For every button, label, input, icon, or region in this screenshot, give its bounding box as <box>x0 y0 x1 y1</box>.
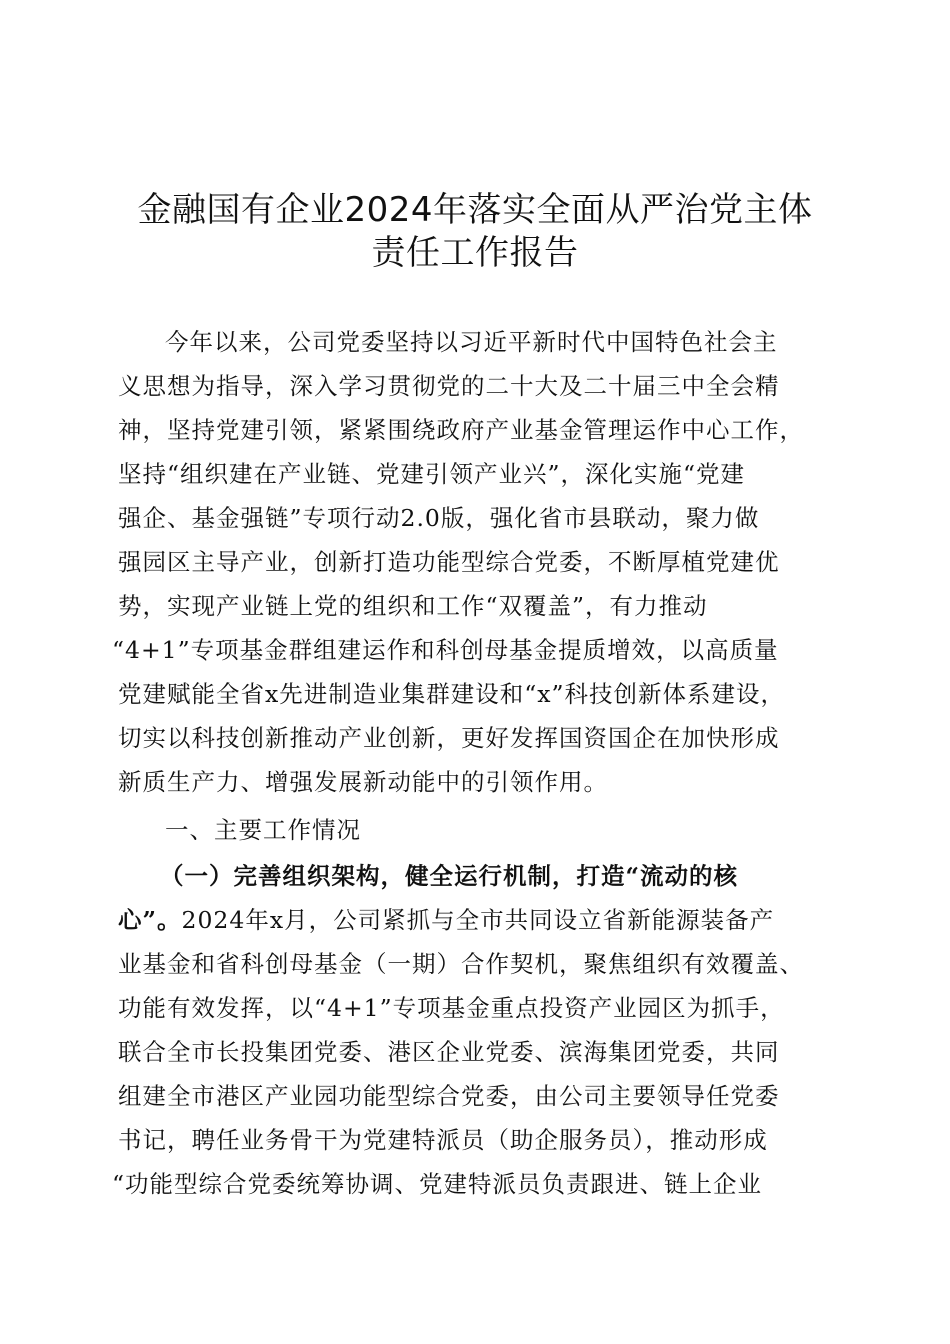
intro-paragraph-line: 义思想为指导，深入学习贯彻党的二十大及二十届三中全会精 <box>118 372 780 400</box>
intro-paragraph-line: 今年以来，公司党委坚持以习近平新时代中国特色社会主 <box>165 328 778 356</box>
subsection-paragraph-line: 组建全市港区产业园功能型综合党委，由公司主要领导任党委 <box>118 1082 780 1110</box>
subsection-first-line <box>118 898 774 942</box>
subsection-heading-tail: 心”。 <box>118 906 182 934</box>
subsection-paragraph-line: 书记，聘任业务骨干为党建特派员（助企服务员），推动形成 <box>118 1126 768 1154</box>
document-title-line-1: 金融国有企业2024年落实全面从严治党主体 <box>137 190 813 230</box>
intro-paragraph-line: 强园区主导产业，创新打造功能型综合党委，不断厚植党建优 <box>118 548 780 576</box>
subsection-paragraph-line: 业基金和省科创母基金（一期）合作契机，聚焦组织有效覆盖、 <box>118 950 804 978</box>
intro-paragraph-line: 党建赋能全省x先进制造业集群建设和“x”科技创新体系建设， <box>118 680 786 708</box>
intro-paragraph-line: 新质生产力、增强发展新动能中的引领作用。 <box>118 768 608 796</box>
subsection-paragraph-line: 功能有效发挥，以“4+1”专项基金重点投资产业园区为抓手， <box>118 994 785 1022</box>
intro-paragraph-line: 坚持“组织建在产业链、党建引领产业兴”，深化实施“党建 <box>118 460 746 488</box>
intro-paragraph-line: 强企、基金强链”专项行动2.0版，强化省市县联动，聚力做 <box>118 504 760 532</box>
intro-paragraph-line: 切实以科技创新推动产业创新，更好发挥国资国企在加快形成 <box>118 724 780 752</box>
intro-paragraph-line: 神，坚持党建引领，紧紧围绕政府产业基金管理运作中心工作， <box>118 416 804 444</box>
section-heading: 一、主要工作情况 <box>165 816 361 844</box>
subsection-paragraph-line: 联合全市长投集团党委、港区企业党委、滨海集团党委，共同 <box>118 1038 780 1066</box>
document-title-line-2: 责任工作报告 <box>371 233 579 273</box>
intro-paragraph-line: “4+1”专项基金群组建运作和科创母基金提质增效，以高质量 <box>112 636 779 664</box>
subsection-heading: （一）完善组织架构，健全运行机制，打造“流动的核 <box>160 862 739 890</box>
subsection-paragraph-line: “功能型综合党委统筹协调、党建特派员负责跟进、链上企业 <box>112 1170 763 1198</box>
subsection-text: 2024年x月，公司紧抓与全市共同设立省新能源装备产 <box>181 906 775 934</box>
intro-paragraph-line: 势，实现产业链上党的组织和工作“双覆盖”，有力推动 <box>118 592 708 620</box>
